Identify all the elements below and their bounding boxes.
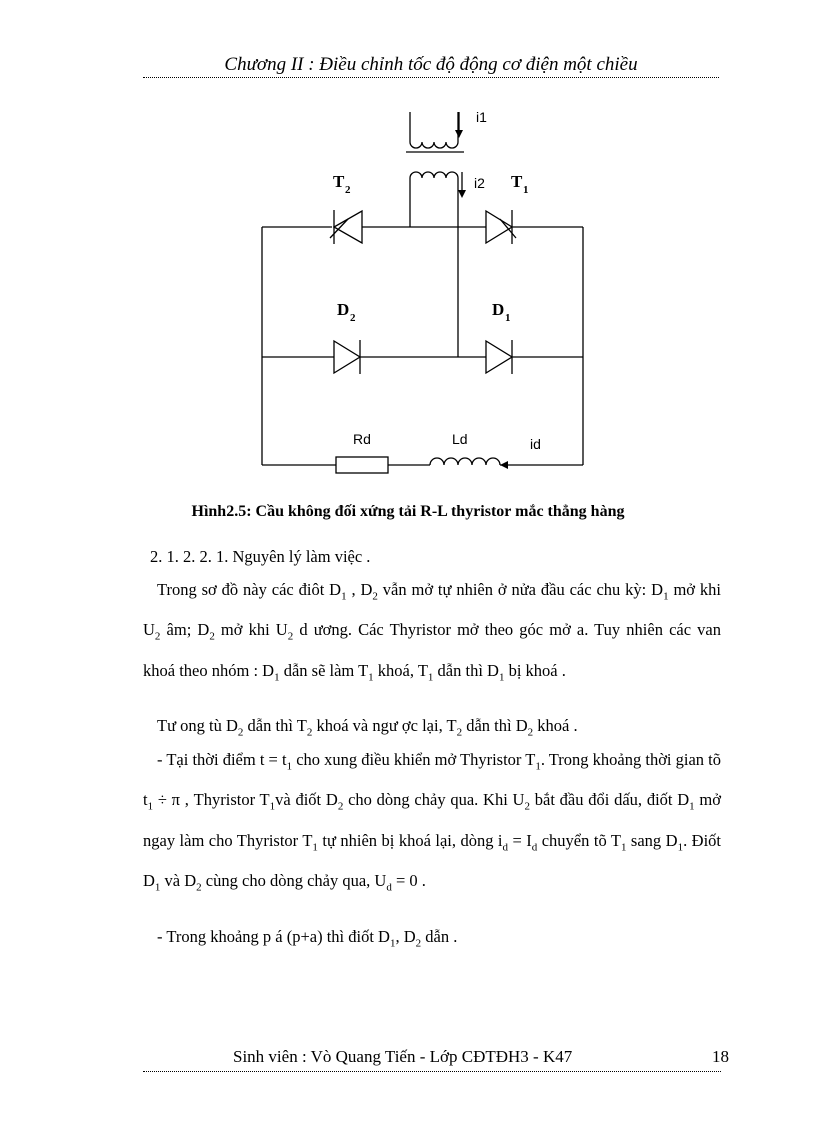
figure-caption: Hình2.5: Cầu không đối xứng tải R-L thyristor mắc thẳng hàng: [191, 503, 625, 520]
i1-arrowhead: [455, 130, 463, 138]
page-number: 18: [712, 1047, 729, 1066]
label-d1: D: [492, 300, 505, 319]
primary-coil: [410, 142, 458, 148]
label-rd: Rd: [353, 431, 371, 447]
label-d2: D: [337, 300, 350, 319]
thyristor-t1: [486, 210, 516, 244]
label-t1-sub: 1: [523, 184, 529, 196]
label-t2-sub: 2: [345, 184, 351, 196]
paragraph-1: Trong sơ đồ này các điôt $D_1$ , $D_2$ vẫn mở tự nhiên ở nửa đầu các chu kỳ: $D_1$ mở khi $U_2$ âm; $D_2$ mở khi $U_2$ d ương. Các Thyristor mở theo góc mở a. Tuy nhiên các van khoá theo nhóm : $D_1$ dẫn sẽ làm $T_1$ khoá, $T_1$ dẫn thì $D_1$ bị khoá .: [143, 580, 721, 683]
label-ld: Ld: [452, 431, 468, 447]
label-t1: T: [511, 172, 523, 191]
page-header: Chương II : Điều chỉnh tốc độ động cơ điện một chiều: [224, 54, 638, 75]
circuit-diagram: [0, 0, 816, 500]
label-i1: i1: [476, 109, 487, 125]
resistor-rd: [336, 457, 388, 473]
i2-arrowhead: [458, 190, 466, 198]
diode-d1: [486, 340, 512, 374]
thyristor-t2: [330, 210, 362, 244]
secondary-coil: [410, 172, 458, 178]
paragraph-2: Tư ong tù $D_2$ dẫn thì $T_2$ khoá và ngư ợc lại, $T_2$ dẫn thì $D_2$ khoá .: [157, 716, 578, 739]
section-heading: 2. 1. 2. 2. 1. Nguyên lý làm việc .: [150, 547, 371, 566]
footer-rule: [143, 1071, 721, 1072]
label-d1-sub: 1: [505, 312, 511, 324]
paragraph-3: - Tại thời điểm $t = t_1$ cho xung điều khiển mở Thyristor $T_1$. Trong khoảng thời gian tõ $t_1 \div \pi$ , Thyristor $T_1và$ điốt $D_2$ cho dòng chảy qua. Khi $U_2$ bắt đầu đổi dấu, điốt $D_1$ mở ngay làm cho Thyristor $T_1$ tự nhiên bị khoá lại, dòng $i_d = I_d$ chuyển tõ $T_1$ sang $D_1$. Điốt $D_1$ và $D_2$ cùng cho dòng chảy qua, $U_d = 0$ .: [143, 750, 722, 894]
paragraph-4: - Trong khoảng p á (p+a) thì điốt $D_1$, $D_2$ dẫn .: [157, 927, 458, 950]
inductor-ld: [430, 458, 500, 465]
footer-text: Sinh viên : Vò Quang Tiến - Lớp CĐTĐH3 - K47: [233, 1047, 573, 1066]
label-t2: T: [333, 172, 345, 191]
label-i2: i2: [474, 175, 485, 191]
label-d2-sub: 2: [350, 312, 356, 324]
label-id: id: [530, 436, 541, 452]
id-arrowhead: [500, 461, 508, 469]
diode-d2: [334, 340, 360, 374]
